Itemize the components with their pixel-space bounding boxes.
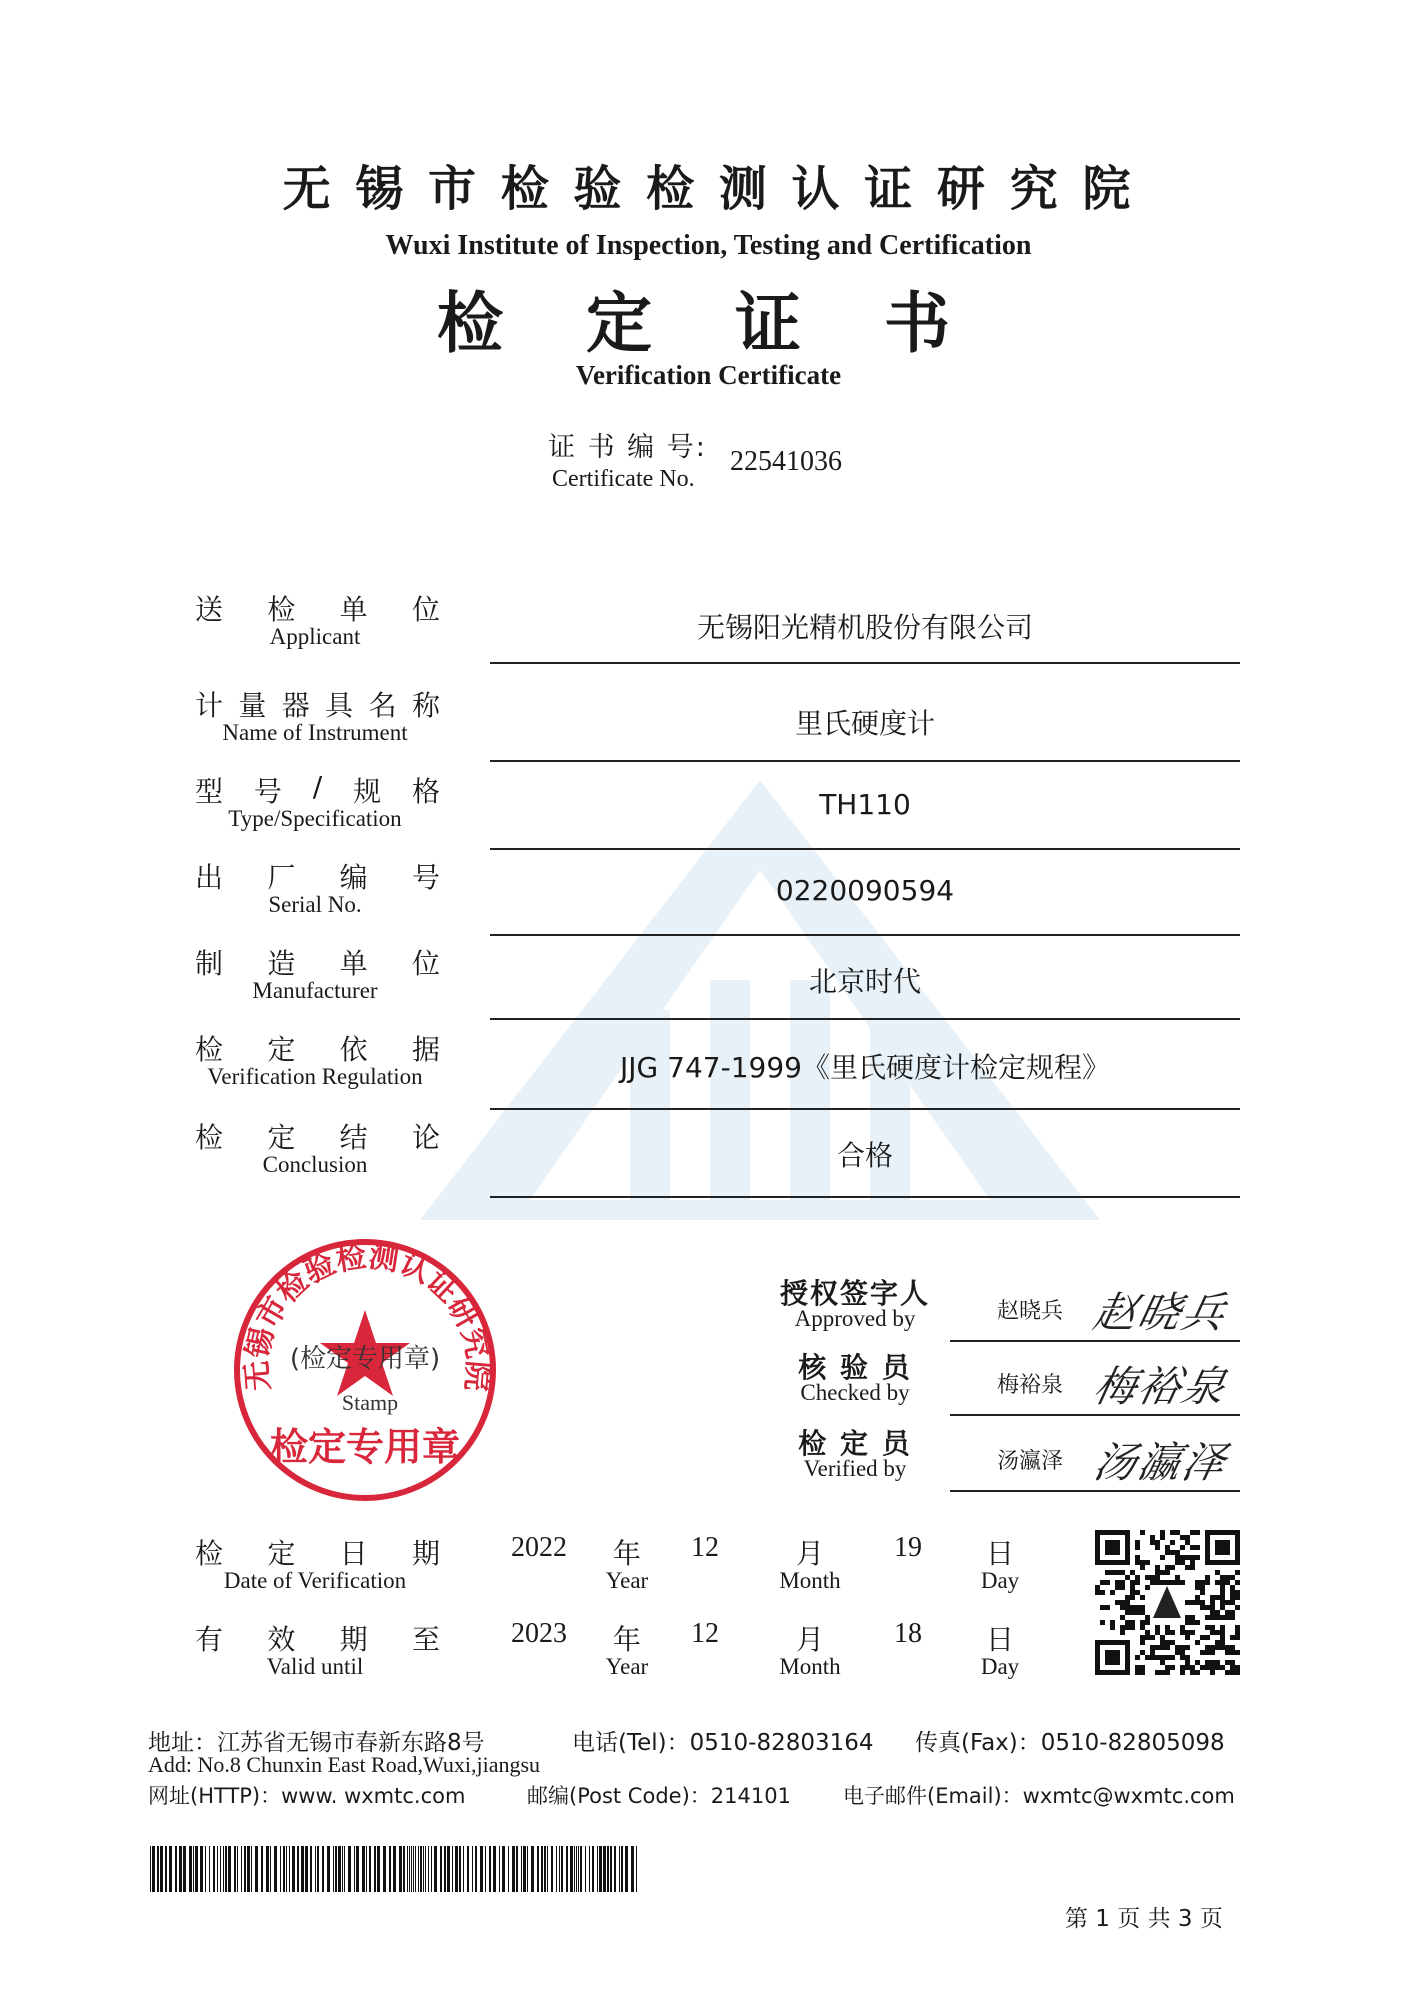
field-underline bbox=[490, 1196, 1240, 1198]
day-value: 18 bbox=[894, 1618, 922, 1649]
field-label-cn bbox=[195, 588, 440, 628]
year-unit-cn: 年 bbox=[612, 1537, 641, 1570]
field-label-char: 结 bbox=[339, 1121, 368, 1154]
field-label-char: 位 bbox=[411, 947, 440, 980]
field-label-char: 检 bbox=[195, 1121, 224, 1154]
date-label-en: Date of Verification bbox=[223, 1568, 407, 1593]
field-label-char: 造 bbox=[267, 947, 296, 980]
official-stamp bbox=[230, 1235, 500, 1505]
field-label-char: 制 bbox=[195, 947, 224, 980]
svg-text:检定专用章: 检定专用章 bbox=[269, 1425, 461, 1469]
date-label-char: 期 bbox=[339, 1623, 368, 1656]
field-underline bbox=[490, 1018, 1240, 1020]
svg-text:Stamp: Stamp bbox=[341, 1390, 399, 1415]
page-number: 第 1 页 共 3 页 bbox=[1065, 1906, 1223, 1932]
field-label-en: Name of Instrument bbox=[222, 720, 408, 745]
field-label-char: 称 bbox=[411, 689, 440, 722]
date-label-char: 效 bbox=[267, 1623, 296, 1656]
field-label-cn bbox=[195, 942, 440, 982]
month-unit-cn: 月 bbox=[795, 1623, 824, 1656]
footer-website: 网址(HTTP)：www. wxmtc.com bbox=[148, 1784, 466, 1808]
year-value: 2023 bbox=[511, 1618, 567, 1649]
field-label-char: 定 bbox=[267, 1121, 296, 1154]
signature-underline bbox=[950, 1340, 1240, 1342]
cert-no-label-cn: 证 书 编 号: bbox=[548, 432, 707, 463]
field-label-char: 规 bbox=[353, 775, 382, 808]
field-value: 合格 bbox=[836, 1139, 893, 1172]
field-label-char: 量 bbox=[238, 689, 267, 722]
month-unit-en: Month bbox=[779, 1654, 841, 1679]
month-unit-cn: 月 bbox=[795, 1537, 824, 1570]
signer-role-cn: 检 定 员 bbox=[798, 1427, 912, 1460]
signer-role-cn: 授权签字人 bbox=[779, 1277, 930, 1310]
field-label-cn bbox=[195, 1028, 440, 1068]
field-underline bbox=[490, 848, 1240, 850]
date-label-char: 日 bbox=[339, 1537, 368, 1570]
svg-text:(检定专用章): (检定专用章) bbox=[289, 1344, 441, 1374]
stamp-ring-text: 无锡市检验检测认证研究院 bbox=[239, 1239, 496, 1393]
field-label-char: / bbox=[312, 770, 323, 803]
field-value: 里氏硬度计 bbox=[794, 707, 935, 740]
field-label-char: 具 bbox=[325, 689, 354, 722]
day-unit-cn: 日 bbox=[985, 1623, 1014, 1656]
field-label-char: 定 bbox=[267, 1033, 296, 1066]
cert-no-value: 22541036 bbox=[730, 446, 842, 477]
certificate-title-en: Verification Certificate bbox=[575, 360, 842, 390]
footer-email: 电子邮件(Email)：wxmtc@wxmtc.com bbox=[843, 1784, 1235, 1808]
institute-name-en: Wuxi Institute of Inspection, Testing and Certification bbox=[385, 230, 1032, 261]
footer-address-cn: 地址：江苏省无锡市春新东路8号 bbox=[148, 1730, 485, 1756]
date-label-en: Valid until bbox=[266, 1654, 364, 1679]
month-value: 12 bbox=[691, 1532, 719, 1563]
field-label-en: Type/Specification bbox=[228, 806, 402, 831]
date-label-cn bbox=[195, 1618, 440, 1658]
field-label-en: Applicant bbox=[269, 624, 361, 649]
signer-name: 梅裕泉 bbox=[996, 1373, 1063, 1398]
signer-role-en: Approved by bbox=[794, 1306, 916, 1331]
date-label-char: 检 bbox=[195, 1537, 224, 1570]
date-label-cn bbox=[195, 1532, 440, 1572]
date-label-char: 定 bbox=[267, 1537, 296, 1570]
handwritten-signature: 汤瀛泽 bbox=[1089, 1438, 1232, 1487]
field-underline bbox=[490, 662, 1240, 664]
certificate-title-cn: 检 定 证 书 bbox=[437, 285, 980, 362]
day-value: 19 bbox=[894, 1532, 922, 1563]
field-label-char: 据 bbox=[411, 1033, 440, 1066]
field-label-char: 格 bbox=[411, 775, 440, 808]
signer-name: 赵晓兵 bbox=[996, 1299, 1063, 1324]
footer-postcode: 邮编(Post Code)：214101 bbox=[527, 1784, 791, 1808]
field-label-cn bbox=[195, 684, 440, 724]
field-label-char: 检 bbox=[267, 593, 296, 626]
barcode-icon bbox=[150, 1846, 640, 1892]
field-label-en: Conclusion bbox=[262, 1152, 368, 1177]
field-value: JJG 747-1999《里氏硬度计检定规程》 bbox=[620, 1051, 1110, 1084]
footer-tel: 电话(Tel)：0510-82803164 bbox=[572, 1730, 874, 1756]
field-label-char: 单 bbox=[339, 947, 368, 980]
date-label-char: 期 bbox=[411, 1537, 440, 1570]
signer-role-cn: 核 验 员 bbox=[798, 1351, 912, 1384]
field-label-char: 出 bbox=[195, 861, 224, 894]
signer-role-en: Checked by bbox=[800, 1380, 910, 1405]
qr-code-icon bbox=[1095, 1530, 1240, 1675]
day-unit-en: Day bbox=[980, 1654, 1020, 1679]
year-unit-en: Year bbox=[605, 1654, 649, 1679]
field-label-cn bbox=[195, 1116, 440, 1156]
field-label-en: Manufacturer bbox=[252, 978, 378, 1003]
field-label-char: 依 bbox=[339, 1033, 368, 1066]
field-label-char: 名 bbox=[368, 689, 397, 722]
field-label-char: 位 bbox=[411, 593, 440, 626]
footer-address-en: Add: No.8 Chunxin East Road,Wuxi,jiangsu bbox=[148, 1752, 541, 1777]
day-unit-en: Day bbox=[980, 1568, 1020, 1593]
field-underline bbox=[490, 760, 1240, 762]
field-label-char: 单 bbox=[339, 593, 368, 626]
month-unit-en: Month bbox=[779, 1568, 841, 1593]
field-label-char: 计 bbox=[195, 689, 224, 722]
handwritten-signature: 赵晓兵 bbox=[1089, 1288, 1232, 1337]
signer-role-en: Verified by bbox=[803, 1456, 907, 1481]
year-unit-en: Year bbox=[605, 1568, 649, 1593]
cert-no-label-en: Certificate No. bbox=[552, 466, 695, 492]
field-label-char: 厂 bbox=[267, 861, 296, 894]
field-label-char: 论 bbox=[411, 1121, 440, 1154]
field-value: TH110 bbox=[819, 788, 911, 821]
field-label-cn bbox=[195, 770, 440, 810]
field-underline bbox=[490, 1108, 1240, 1110]
footer-fax: 传真(Fax)：0510-82805098 bbox=[915, 1730, 1225, 1756]
field-label-en: Verification Regulation bbox=[207, 1064, 423, 1089]
date-label-char: 至 bbox=[411, 1623, 440, 1656]
signature-underline bbox=[950, 1414, 1240, 1416]
institute-name-cn: 无 锡 市 检 验 检 测 认 证 研 究 院 bbox=[282, 161, 1135, 217]
year-value: 2022 bbox=[511, 1532, 567, 1563]
month-value: 12 bbox=[691, 1618, 719, 1649]
handwritten-signature: 梅裕泉 bbox=[1089, 1362, 1232, 1411]
signer-name: 汤瀛泽 bbox=[996, 1449, 1063, 1474]
field-label-char: 号 bbox=[411, 861, 440, 894]
field-label-char: 器 bbox=[281, 689, 310, 722]
year-unit-cn: 年 bbox=[612, 1623, 641, 1656]
field-value: 北京时代 bbox=[808, 965, 921, 998]
field-label-char: 检 bbox=[195, 1033, 224, 1066]
field-underline bbox=[490, 934, 1240, 936]
field-label-en: Serial No. bbox=[268, 892, 362, 917]
field-label-char: 型 bbox=[195, 775, 224, 808]
field-label-char: 编 bbox=[339, 861, 368, 894]
signature-underline bbox=[950, 1490, 1240, 1492]
day-unit-cn: 日 bbox=[985, 1537, 1014, 1570]
field-value: 0220090594 bbox=[775, 874, 955, 907]
field-label-char: 号 bbox=[253, 775, 282, 808]
field-value: 无锡阳光精机股份有限公司 bbox=[696, 611, 1033, 644]
field-label-cn bbox=[195, 856, 440, 896]
date-label-char: 有 bbox=[195, 1623, 224, 1656]
field-label-char: 送 bbox=[195, 593, 224, 626]
